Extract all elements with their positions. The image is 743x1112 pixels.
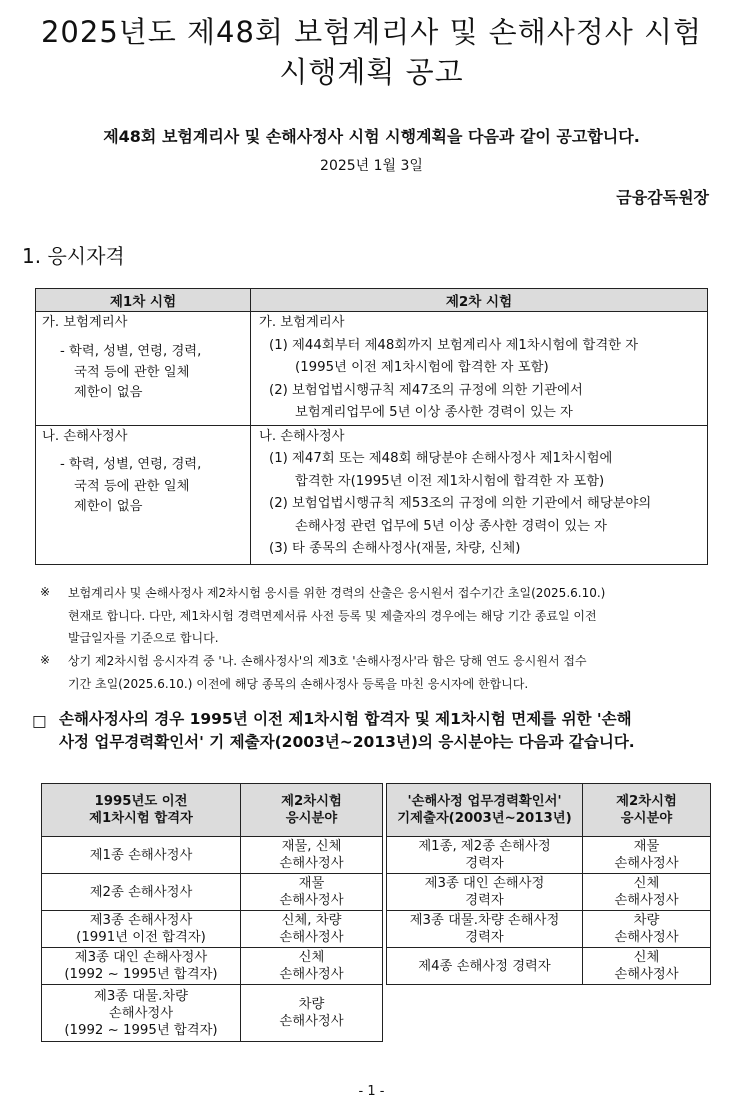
cell-line: 합격한 자(1995년 이전 제1차시험에 합격한 자 포함) [295,473,605,489]
table-cell [42,911,241,948]
header-cell [241,784,383,837]
cell-line: 경력자 [465,930,504,945]
table-cell [42,837,241,874]
paragraph-line: 손해사정사의 경우 1995년 이전 제1차시험 합격자 및 제1차시험 면제를 위한 '손해 [59,710,632,728]
cell-line: 제1종, 제2종 손해사정 [418,839,551,854]
cell-title: 가. 보험계리사 [42,315,128,330]
table-cell [387,874,583,911]
table-header-row [387,784,711,837]
cell-line: - 학력, 성별, 연령, 경력, [60,343,202,359]
header-line: 1995년도 이전 [94,794,188,809]
table-cell [241,911,383,948]
cell-line: 제3종 대인 손해사정 [424,876,545,891]
note-mark: ※ [40,585,51,599]
table-cell [387,948,583,985]
cell-line: 손해사정사 [108,1005,174,1021]
cell-line: 제4종 손해사정 경력자 [418,958,551,974]
table-row [387,874,711,911]
cell-line: 제2종 손해사정사 [89,884,193,900]
cell-line: (1) 제44회부터 제48회까지 보험계리사 제1차시험에 합격한 자 [269,337,639,353]
cell-line: 재물 [633,839,660,854]
table-cell [42,985,241,1042]
actuary-second-exam-cell [251,312,708,426]
cell-line: 제한이 없음 [74,385,143,400]
table-row [387,948,711,985]
cell-line: 차량 [298,997,325,1012]
table-header-row [42,784,383,837]
header-line: 제2차시험 [616,794,677,809]
note-line: 상기 제2차시험 응시자격 중 '나. 손해사정사'의 제3호 '손해사정사'라 함은 당해 연도 응시원서 접수 [68,654,587,668]
cell-line: 제3종 대인 손해사정사 [74,950,208,965]
cell-line: 신체 [633,876,660,891]
note-line: 발급일자를 기준으로 합니다. [68,631,219,645]
qualification-table [35,288,708,565]
table-row [42,874,383,911]
cell-line: 국적 등에 관한 일체 [74,478,190,494]
table-row [36,425,708,564]
table-cell [387,911,583,948]
page-title-line-2: 시행계획 공고 [279,55,464,89]
section-heading-qualification: 1. 응시자격 [22,244,125,268]
page-number: - 1 - [358,1084,385,1099]
cell-title: 나. 손해사정사 [42,428,128,444]
cell-line: 차량 [633,913,660,928]
table-cell [42,948,241,985]
table-cell [583,948,711,985]
note-mark: ※ [40,653,51,667]
note-line: 보험계리사 및 손해사정사 제2차시험 응시를 위한 경력의 산출은 응시원서 접수기간 초일(2025.6.10.) [68,586,606,600]
cell-line: 손해사정사 [279,856,344,871]
table-cell [583,837,711,874]
adjuster-first-exam-cell [36,425,251,564]
table-row [42,985,383,1042]
cell-line: 경력자 [465,856,504,871]
header-cell [42,784,241,837]
cell-line: - 학력, 성별, 연령, 경력, [60,457,202,472]
cell-line: (1992 ~ 1995년 합격자) [64,967,218,982]
cell-line: 국적 등에 관한 일체 [74,365,190,380]
pre1995-passer-table [41,783,383,1042]
paragraph-line: 사정 업무경력확인서' 기 제출자(2003년~2013년)의 응시분야는 다음과 같습니다. [59,732,635,751]
cell-line: (1991년 이전 합격자) [76,930,206,945]
info-paragraph [32,708,722,753]
table-cell [583,911,711,948]
cell-line: 재물 [298,876,325,891]
cell-line: 손해사정사 [614,930,679,945]
cell-line: 제한이 없음 [74,498,143,514]
footnote [40,582,700,650]
cell-title: 가. 보험계리사 [259,315,345,330]
header-cell [583,784,711,837]
table-cell [387,837,583,874]
table-row [36,312,708,426]
table-cell [241,948,383,985]
announcement-date: 2025년 1월 3일 [320,158,423,174]
cell-line: 손해사정사 [279,930,344,945]
cell-line: (2) 보험업법시행규칙 제53조의 규정에 의한 기관에서 해당분야의 [269,496,652,511]
cell-line: 손해사정사 [279,1014,344,1029]
header-second-exam: 제2차 시험 [251,289,708,312]
header-line: 기제출자(2003년~2013년) [397,811,572,826]
cell-line: (2) 보험업법시행규칙 제47조의 규정에 의한 기관에서 [269,382,583,398]
cell-line: 제3종 대물.차량 [94,988,188,1004]
table-cell [241,837,383,874]
cell-line: (1992 ~ 1995년 합격자) [64,1022,218,1038]
cell-line: 신체 [633,950,660,965]
cell-line: 재물, 신체 [281,839,342,854]
cell-line: 손해사정사 [279,893,344,908]
cell-line: 손해사정 관련 업무에 5년 이상 종사한 경력이 있는 자 [295,518,608,534]
cell-line: (3) 타 종목의 손해사정사(재물, 차량, 신체) [269,541,521,556]
table-row [387,837,711,874]
table-cell [241,874,383,911]
table-cell [42,874,241,911]
issuer: 금융감독원장 [616,188,709,207]
cell-title: 나. 손해사정사 [259,428,345,444]
header-line: 제2차시험 [281,794,342,809]
header-line: 응시분야 [285,811,338,826]
footnote [40,650,700,695]
checkbox-icon: □ [32,712,47,730]
note-line: 기간 초일(2025.6.10.) 이전에 해당 종목의 손해사정사 등록을 마친 응시자에 한합니다. [68,676,529,691]
qualification-table-header [36,289,708,312]
page-title-line-1: 2025년도 제48회 보험계리사 및 손해사정사 시험 [40,15,703,49]
cell-line: 신체, 차량 [281,913,342,928]
cell-line: 제1종 손해사정사 [89,847,193,863]
cell-line: 손해사정사 [279,967,344,982]
cell-line: 경력자 [465,893,504,908]
header-cell [387,784,583,837]
actuary-first-exam-cell [36,312,251,426]
header-line: 제1차시험 합격자 [89,811,193,826]
cell-line: 제3종 손해사정사 [89,913,193,928]
cell-line: 손해사정사 [614,967,679,982]
header-first-exam: 제1차 시험 [36,289,251,312]
table-cell [583,874,711,911]
cell-line: 손해사정사 [614,856,679,871]
header-line: '손해사정 업무경력확인서' [407,794,562,809]
cell-line: (1995년 이전 제1차시험에 합격한 자 포함) [295,360,549,375]
table-row [387,911,711,948]
table-row [42,911,383,948]
cell-line: 신체 [298,950,325,965]
cell-line: 보험계리업무에 5년 이상 종사한 경력이 있는 자 [295,405,573,420]
table-cell [241,985,383,1042]
cell-line: (1) 제47회 또는 제48회 해당분야 손해사정사 제1차시험에 [269,451,613,466]
announcement-lead: 제48회 보험계리사 및 손해사정사 시험 시행계획을 다음과 같이 공고합니다. [103,127,640,146]
cell-line: 손해사정사 [614,893,679,908]
experience-certificate-table [386,783,711,985]
table-row [42,948,383,985]
table-row [42,837,383,874]
header-line: 응시분야 [620,811,673,826]
note-line: 현재로 합니다. 다만, 제1차시험 경력면제서류 사전 등록 및 제출자의 경우에는 해당 기간 종료일 이전 [68,608,597,623]
cell-line: 제3종 대물.차량 손해사정 [409,913,560,928]
adjuster-second-exam-cell [251,425,708,564]
